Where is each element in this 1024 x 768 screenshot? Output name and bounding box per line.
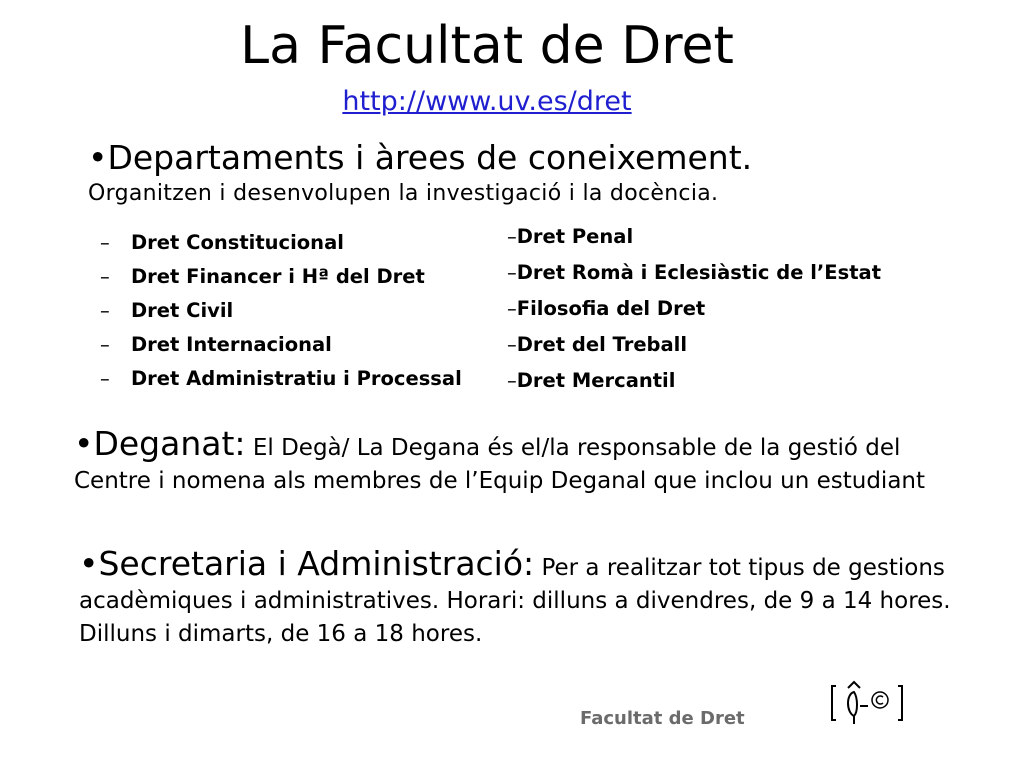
departments-list-right [507,221,887,401]
list-item: – Dret Constitucional [100,226,500,260]
list-dash: – [507,333,517,356]
list-item: –Dret Penal [507,225,634,248]
faculty-url-link[interactable]: http://www.uv.es/dret [342,86,632,117]
list-dash: – [507,369,517,392]
list-item: –Dret Romà i Eclesiàstic de l’Estat [507,261,882,284]
section-deanship [74,424,954,498]
slide-title: La Facultat de Dret [240,16,734,76]
list-item: –Dret del Treball [507,333,688,356]
list-dash: – [507,225,517,248]
list-dash: – [100,367,110,390]
deanship-heading: Deganat: [93,424,246,463]
list-dash: – [100,333,110,356]
footer-label: Facultat de Dret [580,708,745,729]
bullet: • [88,138,108,177]
deanship-bullet: • [74,424,94,463]
list-item: – Dret Administratiu i Processal [100,362,500,396]
list-dash: – [507,261,517,284]
faculty-url [0,84,974,120]
list-dash: – [100,265,110,288]
secretariat-text: Per a realitzar tot tipus de gestions acadèmiques i administratives. Horari: dilluns a divendres, de 9 a 14 hores. Dilluns i dimarts, de 16 a 18 hores. [79,555,951,647]
list-dash: – [507,297,517,320]
list-dash: – [100,231,110,254]
section-secretariat [79,544,959,651]
deanship-text: El Degà/ La Degana és el/la responsable de la gestió del Centre i nomena als membres de l’Equip Deganal que inclou un estudiant [74,435,926,494]
list-item: – Dret Financer i Hª del Dret [100,260,500,294]
list-item: –Dret Mercantil [507,369,676,392]
section-departments [88,137,988,209]
departments-list-left [100,226,500,396]
list-item: – Dret Civil [100,294,500,328]
departments-description: Organitzen i desenvolupen la investigació i la docència. [88,181,719,206]
faculty-seal-icon [828,678,908,728]
list-item: – Dret Internacional [100,328,500,362]
list-dash: – [100,299,110,322]
secretariat-bullet: • [79,544,99,583]
list-item: –Filosofia del Dret [507,297,706,320]
secretariat-heading: Secretaria i Administració: [98,544,535,583]
departments-heading: •Departaments i àrees de coneixement. [88,138,753,177]
